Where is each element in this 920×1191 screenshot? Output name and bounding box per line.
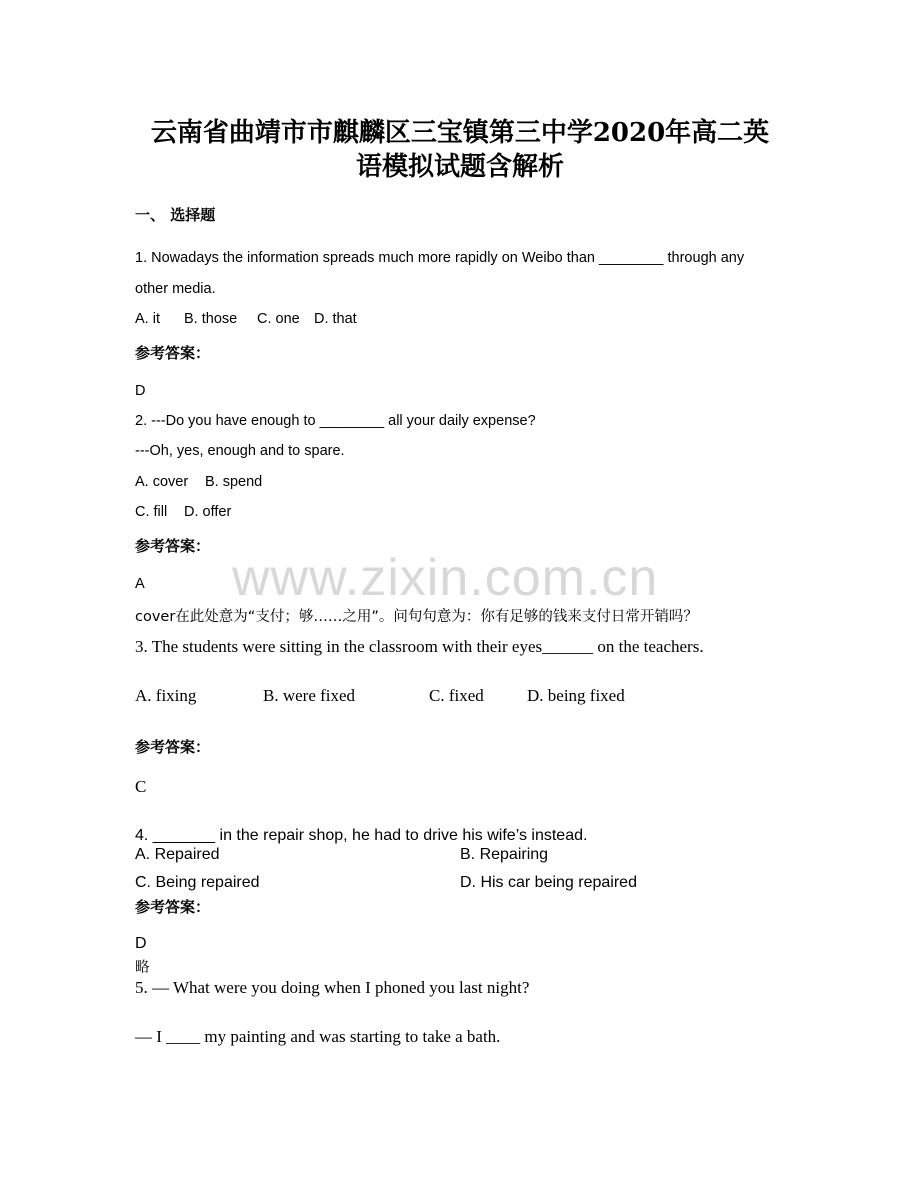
question-1-option-a: A. it: [135, 311, 160, 327]
question-2-option-a: A. cover: [135, 474, 189, 490]
question-3-option-a: A. fixing: [135, 686, 197, 705]
answer-label-4: 参考答案：: [135, 898, 211, 916]
question-3-text: 3. The students were sitting in the classroom with their eyes______ on the teachers.: [135, 637, 704, 656]
question-4-option-c: C. Being repaired: [135, 874, 260, 891]
question-3-option-d: D. being fixed: [527, 686, 625, 705]
question-3-option-c: C. fixed: [429, 686, 484, 705]
question-4-answer: D: [135, 935, 147, 952]
question-3-option-b: B. were fixed: [263, 686, 356, 705]
question-2-explanation: cover在此处意为“支付；够……之用”。问句句意为：你有足够的钱来支付日常开销吗？: [135, 609, 698, 625]
watermark: www.zixin.com.cn: [232, 549, 659, 607]
question-3-answer: C: [135, 777, 147, 796]
question-4-text: 4. _______ in the repair shop, he had to drive his wife’s instead.: [135, 827, 588, 844]
question-2-text-cont: ---Oh, yes, enough and to spare.: [135, 443, 345, 459]
question-1-option-b: B. those: [184, 311, 238, 327]
question-2-option-d: D. offer: [184, 504, 232, 520]
answer-label-1: 参考答案：: [135, 344, 211, 362]
question-2-option-b: B. spend: [205, 474, 263, 490]
document-title-line2: 语模拟试题含解析: [355, 152, 564, 182]
question-4-option-d: D. His car being repaired: [460, 874, 637, 891]
question-4-option-a: A. Repaired: [135, 846, 220, 863]
answer-label-3: 参考答案：: [135, 738, 211, 756]
question-1-answer: D: [135, 383, 146, 399]
document-title-line1: 云南省曲靖市市麒麟区三宝镇第三中学2020年高二英: [150, 118, 770, 148]
question-4-note: 略: [135, 960, 150, 976]
question-1-option-d: D. that: [314, 311, 357, 327]
question-1-text-cont: other media.: [135, 281, 216, 297]
question-5-text: 5. — What were you doing when I phoned you last night?: [135, 978, 530, 997]
question-5-text-cont: — I ____ my painting and was starting to take a bath.: [135, 1027, 501, 1046]
question-1-option-c: C. one: [257, 311, 300, 327]
question-2-answer: A: [135, 576, 145, 592]
question-2-option-c: C. fill: [135, 504, 168, 520]
section-heading: 一、 选择题: [135, 206, 216, 224]
question-2-text: 2. ---Do you have enough to ________ all your daily expense?: [135, 413, 536, 429]
question-4-option-b: B. Repairing: [460, 846, 549, 863]
question-1-text: 1. Nowadays the information spreads much more rapidly on Weibo than ________ through any: [135, 250, 745, 266]
answer-label-2: 参考答案：: [135, 537, 211, 555]
